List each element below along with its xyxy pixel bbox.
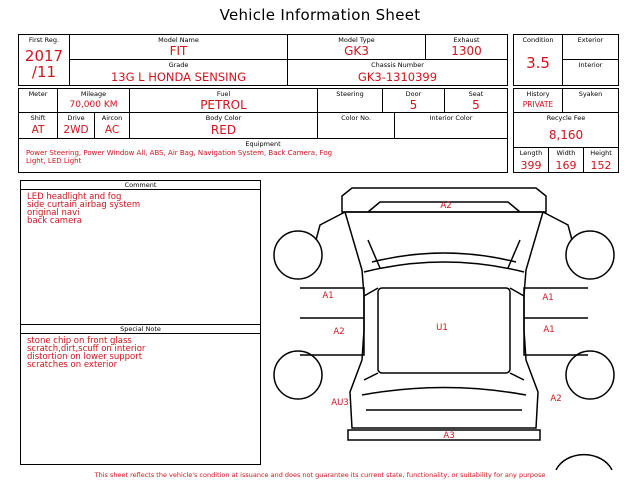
interior-cell: [562, 59, 619, 86]
comment-line: side curtain airbag system: [27, 200, 141, 210]
front-right-wheel-shape: [566, 231, 614, 279]
steering-label: Steering: [336, 90, 364, 98]
mark-right-front: A1: [542, 293, 554, 303]
seat-cell: [444, 88, 508, 113]
recycle-fee-value: 8,160: [548, 128, 584, 142]
aircon-label: Aircon: [101, 114, 123, 122]
body-color-label: Body Color: [205, 114, 242, 122]
length-cell: [513, 147, 549, 173]
mark-roof-front: A2: [440, 201, 452, 211]
mileage-cell: [57, 88, 130, 113]
door-label: Door: [405, 90, 422, 98]
recycle-fee-label: Recycle Fee: [546, 114, 586, 122]
height-label: Height: [590, 149, 612, 157]
roof-corner-fl: [364, 288, 378, 296]
exhaust-label: Exhaust: [453, 36, 480, 44]
length-value: 399: [520, 159, 542, 172]
comment-text: [27, 193, 140, 225]
mark-left-rear-door: A2: [333, 327, 345, 337]
history-cell: [513, 88, 563, 113]
grade-label: Grade: [168, 61, 189, 69]
roof-corner-rl: [364, 373, 378, 380]
mileage-label: Mileage: [80, 90, 107, 98]
door-value: 5: [409, 98, 418, 112]
comment-line: back camera: [27, 216, 82, 226]
height-value: 152: [590, 159, 612, 172]
exhaust-value: 1300: [451, 44, 482, 58]
condition-cell: [513, 34, 563, 86]
interior-color-label: Interior Color: [429, 114, 473, 122]
aircon-cell: [94, 112, 130, 139]
interior-label: Interior: [578, 61, 603, 69]
width-label: Width: [556, 149, 576, 157]
drive-cell: [57, 112, 95, 139]
comment-label: Comment: [124, 181, 157, 189]
equipment-value-line1: Power Steering, Power Window All, ABS, Air Bag, Navigation System, Back Camera, Fog: [26, 149, 333, 157]
mark-right-rear-door: A1: [543, 325, 555, 335]
fuel-value: PETROL: [200, 98, 247, 112]
drive-value: 2WD: [63, 124, 89, 136]
drive-label: Drive: [67, 114, 85, 122]
grade-value: 13G L HONDA SENSING: [110, 70, 247, 84]
equipment-label: Equipment: [245, 140, 281, 148]
model-type-label: Model Type: [338, 36, 375, 44]
body-outline-shape: [345, 212, 543, 428]
disclaimer-footer: This sheet reflects the vehicle's condition at issuance and does not guarantee its current state, functionality, or suitability for any purpose: [94, 471, 546, 479]
door-cell: [382, 88, 445, 113]
rear-glass-line: [362, 388, 526, 396]
fuel-cell: [129, 88, 318, 113]
right-pillar-line: [508, 240, 520, 268]
model-name-label: Model Name: [158, 36, 199, 44]
comment-line: original navi: [27, 208, 80, 218]
color-no-cell: [317, 112, 395, 139]
shift-cell: [18, 112, 58, 139]
model-name-value: FIT: [169, 44, 188, 58]
front-right-fender-shape: [543, 212, 572, 240]
chassis-cell: [287, 59, 508, 86]
comment-line: LED headlight and fog: [27, 192, 122, 202]
mark-right-rear: A2: [550, 394, 562, 404]
body-color-cell: [129, 112, 318, 139]
grade-cell: [69, 59, 288, 86]
roof-corner-rr: [510, 373, 524, 380]
equipment-value-line2: Light, LED Light: [26, 157, 82, 165]
color-no-label: Color No.: [341, 114, 371, 122]
front-left-fender-shape: [316, 212, 345, 240]
history-label: History: [526, 90, 550, 98]
special-note-label: Special Note: [120, 325, 161, 333]
car-condition-diagram: [268, 180, 620, 470]
mark-center: U1: [436, 323, 448, 333]
exhaust-cell: [425, 34, 508, 60]
exterior-label: Exterior: [577, 36, 604, 44]
seat-label: Seat: [468, 90, 484, 98]
model-name-cell: [69, 34, 288, 60]
spare-wheel-shape: [556, 455, 612, 470]
shift-label: Shift: [30, 114, 46, 122]
first-reg-cell: [18, 34, 70, 86]
seat-value: 5: [472, 98, 480, 112]
shift-value: AT: [31, 124, 45, 136]
comment-box: [20, 180, 261, 325]
mark-left-front: A1: [322, 291, 334, 301]
length-label: Length: [519, 149, 543, 157]
condition-label: Condition: [522, 36, 554, 44]
first-reg-label: First Reg.: [28, 36, 60, 44]
special-note-line: stone chip on front glass: [27, 336, 132, 346]
meter-label: Meter: [28, 90, 48, 98]
condition-value: 3.5: [526, 54, 550, 72]
equipment-cell: [18, 138, 508, 173]
mark-rear-bumper: A3: [443, 431, 455, 441]
syaken-cell: [562, 88, 619, 113]
model-type-cell: [287, 34, 426, 60]
mileage-value: 70,000 KM: [69, 100, 118, 110]
height-cell: [583, 147, 619, 173]
special-note-text: [27, 337, 145, 369]
first-reg-year: 2017: [24, 47, 64, 65]
recycle-fee-cell: [513, 112, 619, 148]
meter-cell: [18, 88, 58, 113]
special-note-line: scratch,dirt,scuff on interior: [27, 344, 146, 354]
history-value: PRIVATE: [522, 100, 554, 109]
aircon-value: AC: [104, 124, 120, 136]
first-reg-month: /11: [31, 63, 57, 81]
body-color-value: RED: [210, 123, 237, 137]
special-note-box: [20, 324, 261, 465]
front-left-wheel-shape: [274, 231, 322, 279]
width-cell: [548, 147, 584, 173]
right-doors-shape: [524, 288, 588, 355]
chassis-value: GK3-1310399: [357, 70, 438, 84]
exterior-cell: [562, 34, 619, 60]
cowl-line: [372, 253, 516, 262]
model-type-value: GK3: [344, 44, 369, 58]
special-note-line: distortion on lower support: [27, 352, 143, 362]
steering-cell: [317, 88, 383, 113]
rear-right-wheel-shape: [566, 351, 614, 399]
interior-color-cell: [394, 112, 508, 139]
special-note-line: scratches on exterior: [27, 360, 118, 370]
width-value: 169: [555, 159, 577, 172]
mark-left-rear: AU3: [331, 398, 349, 408]
sheet-title: Vehicle Information Sheet: [219, 6, 421, 24]
roof-corner-fr: [510, 288, 524, 296]
windshield-line: [364, 262, 524, 272]
fuel-label: Fuel: [216, 90, 231, 98]
syaken-label: Syaken: [578, 90, 603, 98]
chassis-label: Chassis Number: [371, 61, 424, 69]
left-pillar-line: [368, 240, 380, 268]
rear-left-wheel-shape: [274, 351, 322, 399]
